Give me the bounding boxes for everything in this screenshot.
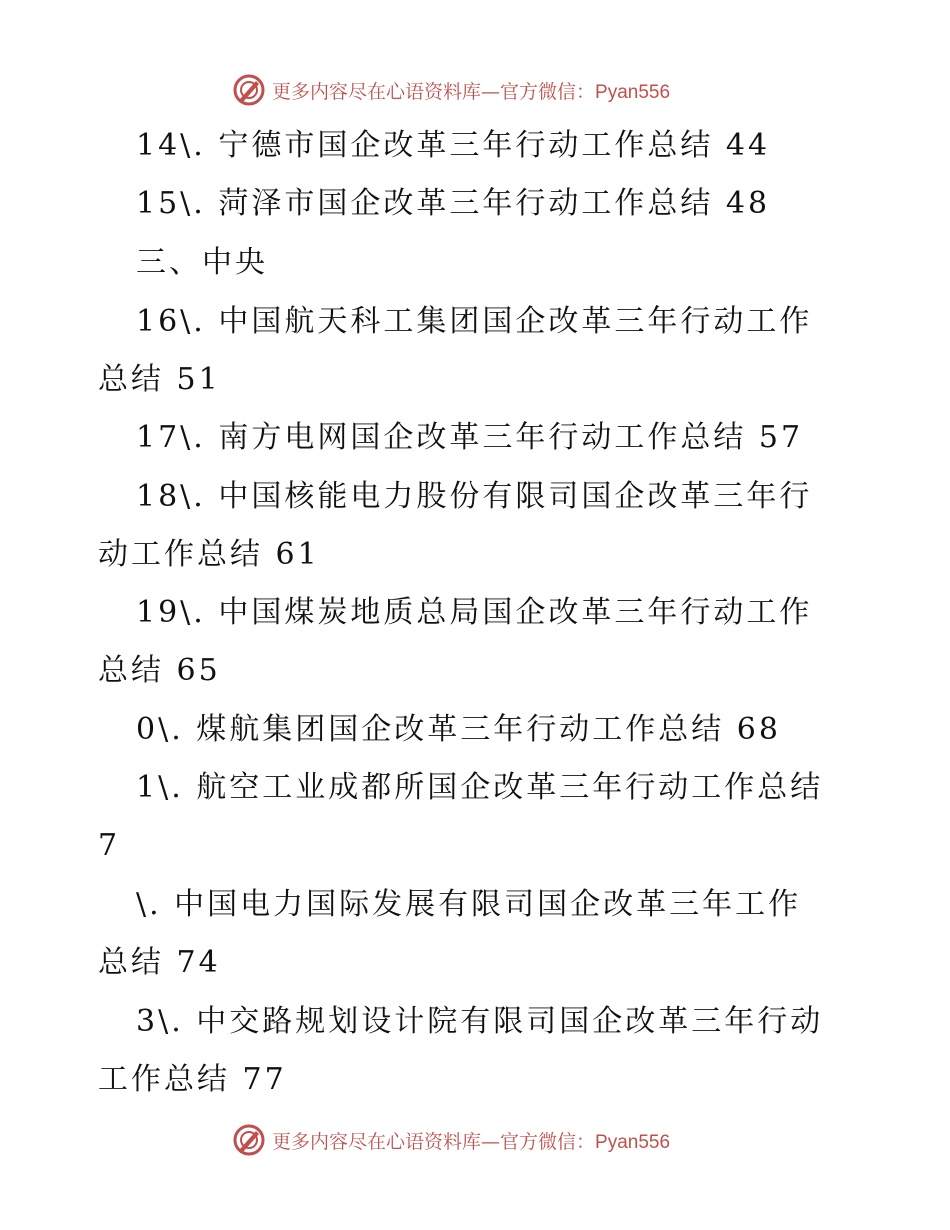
toc-line: 3\. 中交路规划设计院有限司国企改革三年行动 [136,1004,824,1039]
toc-line: 14\. 宁德市国企改革三年行动工作总结 44 [136,128,771,163]
header-banner-text: 更多内容尽在心语资料库—官方微信：Pyan556 [272,80,671,103]
header-wechat-id: Pyan556 [595,81,671,103]
toc-line: 总结 51 [98,362,221,397]
footer-banner [232,1120,712,1160]
toc-line: 动工作总结 61 [98,537,320,572]
toc-line: 工作总结 77 [98,1062,287,1097]
toc-line: 17\. 南方电网国企改革三年行动工作总结 57 [136,420,804,455]
pen-circle-logo-icon [232,73,266,107]
toc-line: 总结 65 [98,653,221,688]
toc-line: 总结 74 [98,945,221,980]
toc-line: 7 [98,828,121,863]
toc-section-heading: 三、中央 [136,245,268,280]
toc-line: 1\. 航空工业成都所国企改革三年行动工作总结 [136,770,824,805]
toc-line: 19\. 中国煤炭地质总局国企改革三年行动工作 [136,595,813,630]
toc-line: \. 中国电力国际发展有限司国企改革三年工作 [136,887,802,922]
toc-line: 16\. 中国航天科工集团国企改革三年行动工作 [136,304,813,339]
toc-line: 18\. 中国核能电力股份有限司国企改革三年行 [136,479,813,514]
toc-line: 15\. 菏泽市国企改革三年行动工作总结 48 [136,186,771,221]
header-banner [232,70,712,110]
footer-wechat-id: Pyan556 [595,1131,671,1153]
footer-banner-text: 更多内容尽在心语资料库—官方微信：Pyan556 [272,1130,671,1153]
pen-circle-logo-icon [232,1123,266,1157]
toc-line: 0\. 煤航集团国企改革三年行动工作总结 68 [136,712,781,747]
